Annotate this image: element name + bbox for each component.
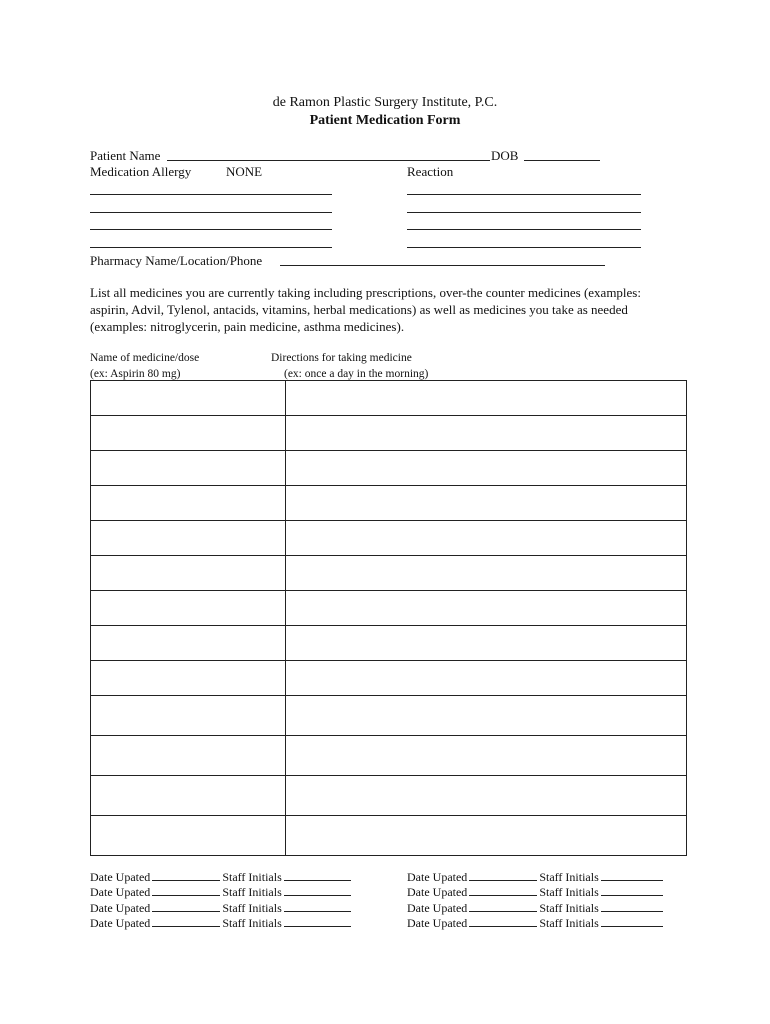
- staff-initials-label: Staff Initials: [539, 900, 599, 915]
- staff-initials-label: Staff Initials: [539, 870, 599, 884]
- table-row: [91, 451, 687, 486]
- table-row: [91, 521, 687, 556]
- instructions-line: (examples: nitroglycerin, pain medicine, asthma medicines).: [90, 319, 405, 334]
- date-updated-label: Date Upated: [407, 885, 468, 900]
- date-updated-field[interactable]: [152, 869, 220, 881]
- dob-field[interactable]: [524, 160, 600, 161]
- date-updated-field[interactable]: [152, 915, 220, 927]
- medicine-dose-cell[interactable]: [91, 556, 286, 591]
- medicine-dose-cell[interactable]: [91, 381, 286, 416]
- directions-cell[interactable]: [286, 416, 687, 451]
- directions-cell[interactable]: [286, 626, 687, 661]
- directions-cell[interactable]: [286, 556, 687, 591]
- date-updated-label: Date Upated: [90, 915, 151, 930]
- pharmacy-label: Pharmacy Name/Location/Phone: [90, 253, 263, 268]
- date-updated-field[interactable]: [469, 884, 537, 896]
- date-updated-field[interactable]: [152, 884, 220, 896]
- footer-right: [407, 869, 665, 930]
- reaction-field[interactable]: [407, 247, 641, 248]
- date-updated-row: [407, 915, 665, 930]
- table-row: [91, 736, 687, 776]
- directions-cell[interactable]: [286, 776, 687, 816]
- date-updated-field[interactable]: [469, 915, 537, 927]
- staff-initials-field[interactable]: [284, 869, 351, 881]
- directions-cell[interactable]: [286, 521, 687, 556]
- staff-initials-label: Staff Initials: [222, 870, 282, 884]
- table-row: [91, 696, 687, 736]
- medicine-dose-cell[interactable]: [91, 661, 286, 696]
- staff-initials-field[interactable]: [284, 884, 351, 896]
- reaction-label: Reaction: [407, 164, 454, 179]
- col2-header: Directions for taking medicine: [271, 352, 412, 364]
- staff-initials-field[interactable]: [284, 915, 351, 927]
- patient-name-field[interactable]: [167, 160, 490, 161]
- medicine-dose-cell[interactable]: [91, 451, 286, 486]
- medicine-dose-cell[interactable]: [91, 521, 286, 556]
- allergy-field[interactable]: [90, 229, 332, 230]
- date-updated-row: [407, 884, 665, 899]
- medicine-dose-cell[interactable]: [91, 696, 286, 736]
- reaction-field[interactable]: [407, 229, 641, 230]
- staff-initials-field[interactable]: [284, 900, 351, 912]
- medicine-dose-cell[interactable]: [91, 736, 286, 776]
- table-row: [91, 591, 687, 626]
- date-updated-label: Date Upated: [90, 900, 151, 915]
- allergy-value: NONE: [226, 164, 263, 179]
- date-updated-label: Date Upated: [407, 870, 468, 884]
- medication-table: [90, 380, 687, 856]
- reaction-field[interactable]: [407, 212, 641, 213]
- instructions: [90, 284, 690, 335]
- directions-cell[interactable]: [286, 816, 687, 856]
- allergy-field[interactable]: [90, 212, 332, 213]
- allergy-field[interactable]: [90, 247, 332, 248]
- instructions-line: List all medicines you are currently taking including prescriptions, over-the counter medicines (examples:: [90, 285, 641, 300]
- date-updated-label: Date Upated: [90, 885, 151, 900]
- staff-initials-label: Staff Initials: [539, 915, 599, 930]
- directions-cell[interactable]: [286, 486, 687, 521]
- date-updated-row: [90, 900, 353, 915]
- table-row: [91, 776, 687, 816]
- patient-name-label: Patient Name: [90, 148, 161, 163]
- date-updated-field[interactable]: [469, 900, 537, 912]
- form-title: Patient Medication Form: [309, 113, 461, 128]
- medicine-dose-cell[interactable]: [91, 591, 286, 626]
- staff-initials-label: Staff Initials: [222, 900, 282, 915]
- medicine-dose-cell[interactable]: [91, 486, 286, 521]
- table-row: [91, 556, 687, 591]
- pharmacy-field[interactable]: [280, 265, 605, 266]
- col1-example: (ex: Aspirin 80 mg): [90, 368, 181, 380]
- staff-initials-field[interactable]: [601, 900, 663, 912]
- medicine-dose-cell[interactable]: [91, 776, 286, 816]
- staff-initials-label: Staff Initials: [539, 885, 599, 900]
- directions-cell[interactable]: [286, 451, 687, 486]
- date-updated-label: Date Upated: [407, 915, 468, 930]
- date-updated-field[interactable]: [469, 869, 537, 881]
- instructions-line: aspirin, Advil, Tylenol, antacids, vitamins, herbal medications) as well as medicines you take as needed: [90, 302, 628, 317]
- date-updated-row: [90, 915, 353, 930]
- date-updated-row: [90, 884, 353, 899]
- table-row: [91, 626, 687, 661]
- allergy-field[interactable]: [90, 194, 332, 195]
- table-row: [91, 661, 687, 696]
- directions-cell[interactable]: [286, 736, 687, 776]
- staff-initials-field[interactable]: [601, 884, 663, 896]
- table-row: [91, 381, 687, 416]
- reaction-field[interactable]: [407, 194, 641, 195]
- date-updated-field[interactable]: [152, 900, 220, 912]
- date-updated-label: Date Upated: [90, 870, 151, 884]
- directions-cell[interactable]: [286, 591, 687, 626]
- table-row: [91, 816, 687, 856]
- col2-example: (ex: once a day in the morning): [284, 368, 429, 380]
- staff-initials-field[interactable]: [601, 869, 663, 881]
- date-updated-row: [407, 900, 665, 915]
- date-updated-label: Date Upated: [407, 900, 468, 915]
- table-row: [91, 486, 687, 521]
- medicine-dose-cell[interactable]: [91, 626, 286, 661]
- medicine-dose-cell[interactable]: [91, 816, 286, 856]
- directions-cell[interactable]: [286, 696, 687, 736]
- col1-header: Name of medicine/dose: [90, 352, 200, 364]
- directions-cell[interactable]: [286, 661, 687, 696]
- institute-name: de Ramon Plastic Surgery Institute, P.C.: [272, 95, 498, 110]
- staff-initials-label: Staff Initials: [222, 915, 282, 930]
- date-updated-row: [407, 869, 665, 884]
- staff-initials-field[interactable]: [601, 915, 663, 927]
- staff-initials-label: Staff Initials: [222, 885, 282, 900]
- directions-cell[interactable]: [286, 381, 687, 416]
- table-row: [91, 416, 687, 451]
- allergy-label: Medication Allergy: [90, 164, 192, 179]
- footer-left: [90, 869, 353, 930]
- medicine-dose-cell[interactable]: [91, 416, 286, 451]
- dob-label: DOB: [491, 148, 519, 163]
- date-updated-row: [90, 869, 353, 884]
